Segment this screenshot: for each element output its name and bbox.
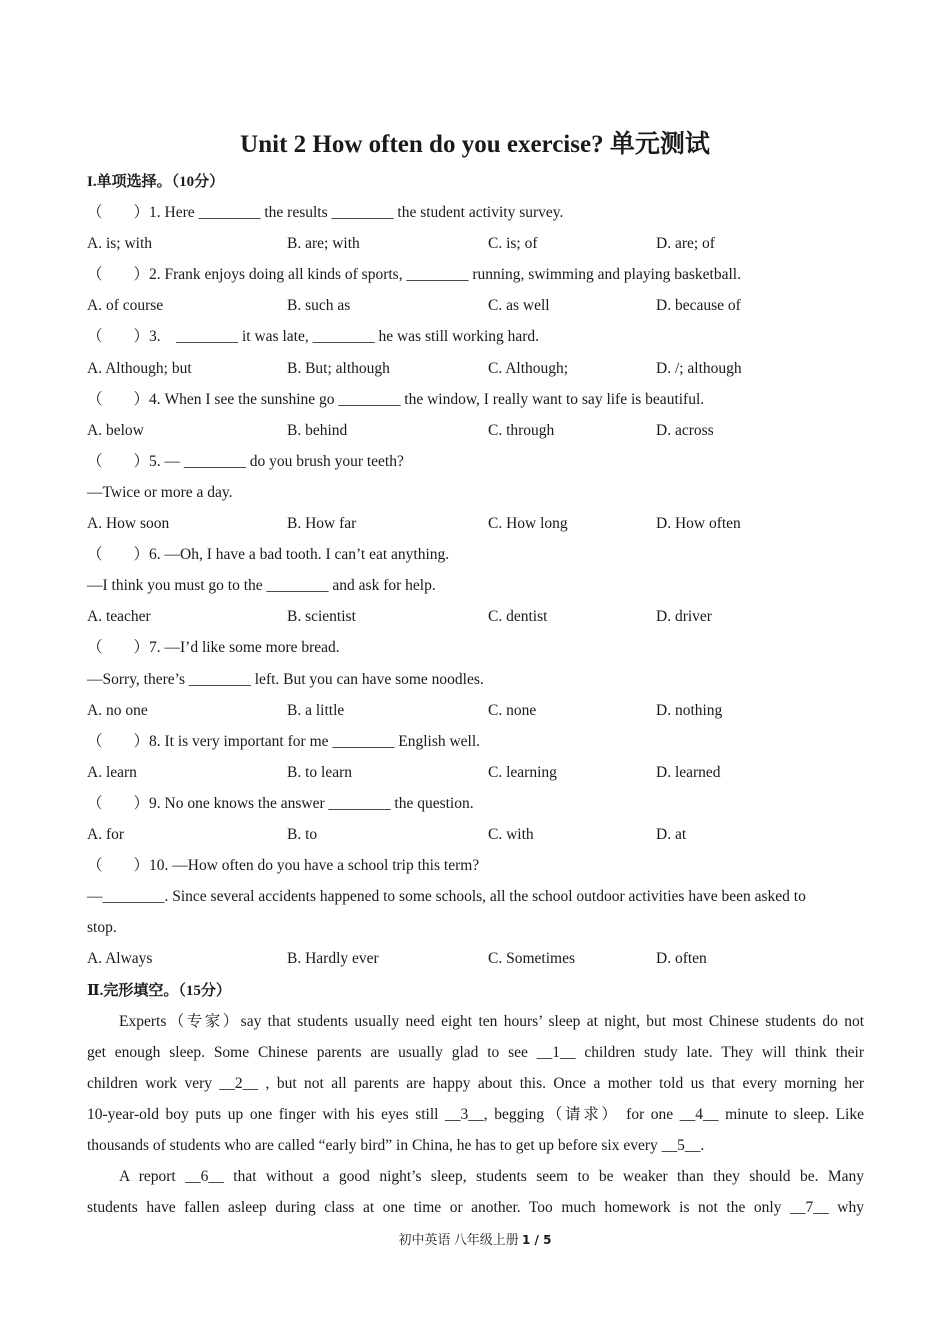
question-10-option-C[interactable]: C. Sometimes xyxy=(488,950,575,967)
question-6-stem: （ ）6. —Oh, I have a bad tooth. I can’t eat anything. xyxy=(87,546,450,563)
question-3-option-D[interactable]: D. /; although xyxy=(656,360,742,377)
question-5-option-D[interactable]: D. How often xyxy=(656,515,741,532)
question-3-option-A[interactable]: A. Although; but xyxy=(87,360,192,377)
question-6-option-C[interactable]: C. dentist xyxy=(488,608,548,625)
question-7-stem: （ ）7. —I’d like some more bread. xyxy=(87,639,340,656)
question-5-option-C[interactable]: C. How long xyxy=(488,515,568,532)
question-8-stem: （ ）8. It is very important for me ________ English well. xyxy=(87,733,481,750)
question-3-option-B[interactable]: B. But; although xyxy=(287,360,390,377)
question-8-option-B[interactable]: B. to learn xyxy=(287,764,352,781)
question-2-option-D[interactable]: D. because of xyxy=(656,297,741,314)
question-2-option-C[interactable]: C. as well xyxy=(488,297,550,314)
passage-line: A report __6__ that without a good night’s sleep, students seem to be weaker than they should be. Many xyxy=(119,1168,864,1185)
question-1-option-A[interactable]: A. is; with xyxy=(87,235,153,252)
question-2-option-B[interactable]: B. such as xyxy=(287,297,351,314)
question-4-option-C[interactable]: C. through xyxy=(488,422,555,439)
question-5-stem: （ ）5. — ________ do you brush your teeth? xyxy=(87,453,404,470)
question-7-option-D[interactable]: D. nothing xyxy=(656,702,723,719)
question-7-dialogue: —Sorry, there’s ________ left. But you can have some noodles. xyxy=(87,671,484,688)
question-10-dialogue: —________. Since several accidents happened to some schools, all the school outdoor activities have been asked to xyxy=(87,888,806,905)
passage-line: thousands of students who are called “early bird” in China, he has to get up before six every __5__. xyxy=(87,1137,705,1154)
question-3-option-C[interactable]: C. Although; xyxy=(488,360,569,377)
section-1-heading: I.单项选择。（10分） xyxy=(87,174,225,190)
question-6-option-A[interactable]: A. teacher xyxy=(87,608,151,625)
question-2-option-A[interactable]: A. of course xyxy=(87,297,164,314)
question-3-stem: （ ）3. ________ it was late, ________ he was still working hard. xyxy=(87,328,540,345)
page-title: Unit 2 How often do you exercise? 单元测试 xyxy=(240,131,710,158)
question-1-stem: （ ）1. Here ________ the results ________ the student activity survey. xyxy=(87,204,564,221)
question-9-stem: （ ）9. No one knows the answer ________ the question. xyxy=(87,795,474,812)
page-footer xyxy=(0,1229,950,1248)
question-8-option-A[interactable]: A. learn xyxy=(87,764,137,781)
page-number: 1 / 5 xyxy=(522,1233,552,1247)
question-4-stem: （ ）4. When I see the sunshine go ________ the window, I really want to say life is beautiful. xyxy=(87,391,705,408)
question-5-dialogue: —Twice or more a day. xyxy=(87,484,233,501)
passage-line: get enough sleep. Some Chinese parents are usually glad to see __1__ children study late. They will think their xyxy=(87,1044,864,1061)
question-7-option-B[interactable]: B. a little xyxy=(287,702,345,719)
passage-line: children work very __2__ , but not all parents are happy about this. Once a mother told us that every morning her xyxy=(87,1075,864,1092)
question-8-option-D[interactable]: D. learned xyxy=(656,764,721,781)
question-10-option-A[interactable]: A. Always xyxy=(87,950,153,967)
question-10-option-D[interactable]: D. often xyxy=(656,950,707,967)
footer-course: 初中英语 八年级上册 xyxy=(398,1232,523,1247)
question-6-dialogue: —I think you must go to the ________ and ask for help. xyxy=(87,577,436,594)
question-8-option-C[interactable]: C. learning xyxy=(488,764,557,781)
passage-line: students have fallen asleep during class at one time or another. Too much homework is not the only __7__ why xyxy=(87,1199,864,1216)
question-9-option-B[interactable]: B. to xyxy=(287,826,318,843)
question-10-dialogue-cont: stop. xyxy=(87,919,117,936)
question-10-option-B[interactable]: B. Hardly ever xyxy=(287,950,379,967)
question-2-stem: （ ）2. Frank enjoys doing all kinds of sports, ________ running, swimming and playing basketball. xyxy=(87,266,741,283)
passage-line: 10-year-old boy puts up one finger with his eyes still __3__, begging（请求） for one __4__ minute to sleep. Like xyxy=(87,1106,864,1123)
question-9-option-D[interactable]: D. at xyxy=(656,826,687,843)
question-9-option-A[interactable]: A. for xyxy=(87,826,125,843)
question-10-stem: （ ）10. —How often do you have a school trip this term? xyxy=(87,857,480,874)
question-7-option-A[interactable]: A. no one xyxy=(87,702,148,719)
question-9-option-C[interactable]: C. with xyxy=(488,826,534,843)
question-6-option-D[interactable]: D. driver xyxy=(656,608,712,625)
question-4-option-B[interactable]: B. behind xyxy=(287,422,348,439)
question-6-option-B[interactable]: B. scientist xyxy=(287,608,356,625)
question-5-option-A[interactable]: A. How soon xyxy=(87,515,170,532)
question-1-option-B[interactable]: B. are; with xyxy=(287,235,360,252)
question-1-option-C[interactable]: C. is; of xyxy=(488,235,538,252)
section-2-heading: Ⅱ.完形填空。（15分） xyxy=(87,983,231,999)
passage-line: Experts（专家）say that students usually need eight ten hours’ sleep at night, but most Chinese students do not xyxy=(119,1013,864,1030)
question-5-option-B[interactable]: B. How far xyxy=(287,515,357,532)
question-7-option-C[interactable]: C. none xyxy=(488,702,537,719)
question-4-option-A[interactable]: A. below xyxy=(87,422,144,439)
question-1-option-D[interactable]: D. are; of xyxy=(656,235,715,252)
question-4-option-D[interactable]: D. across xyxy=(656,422,714,439)
